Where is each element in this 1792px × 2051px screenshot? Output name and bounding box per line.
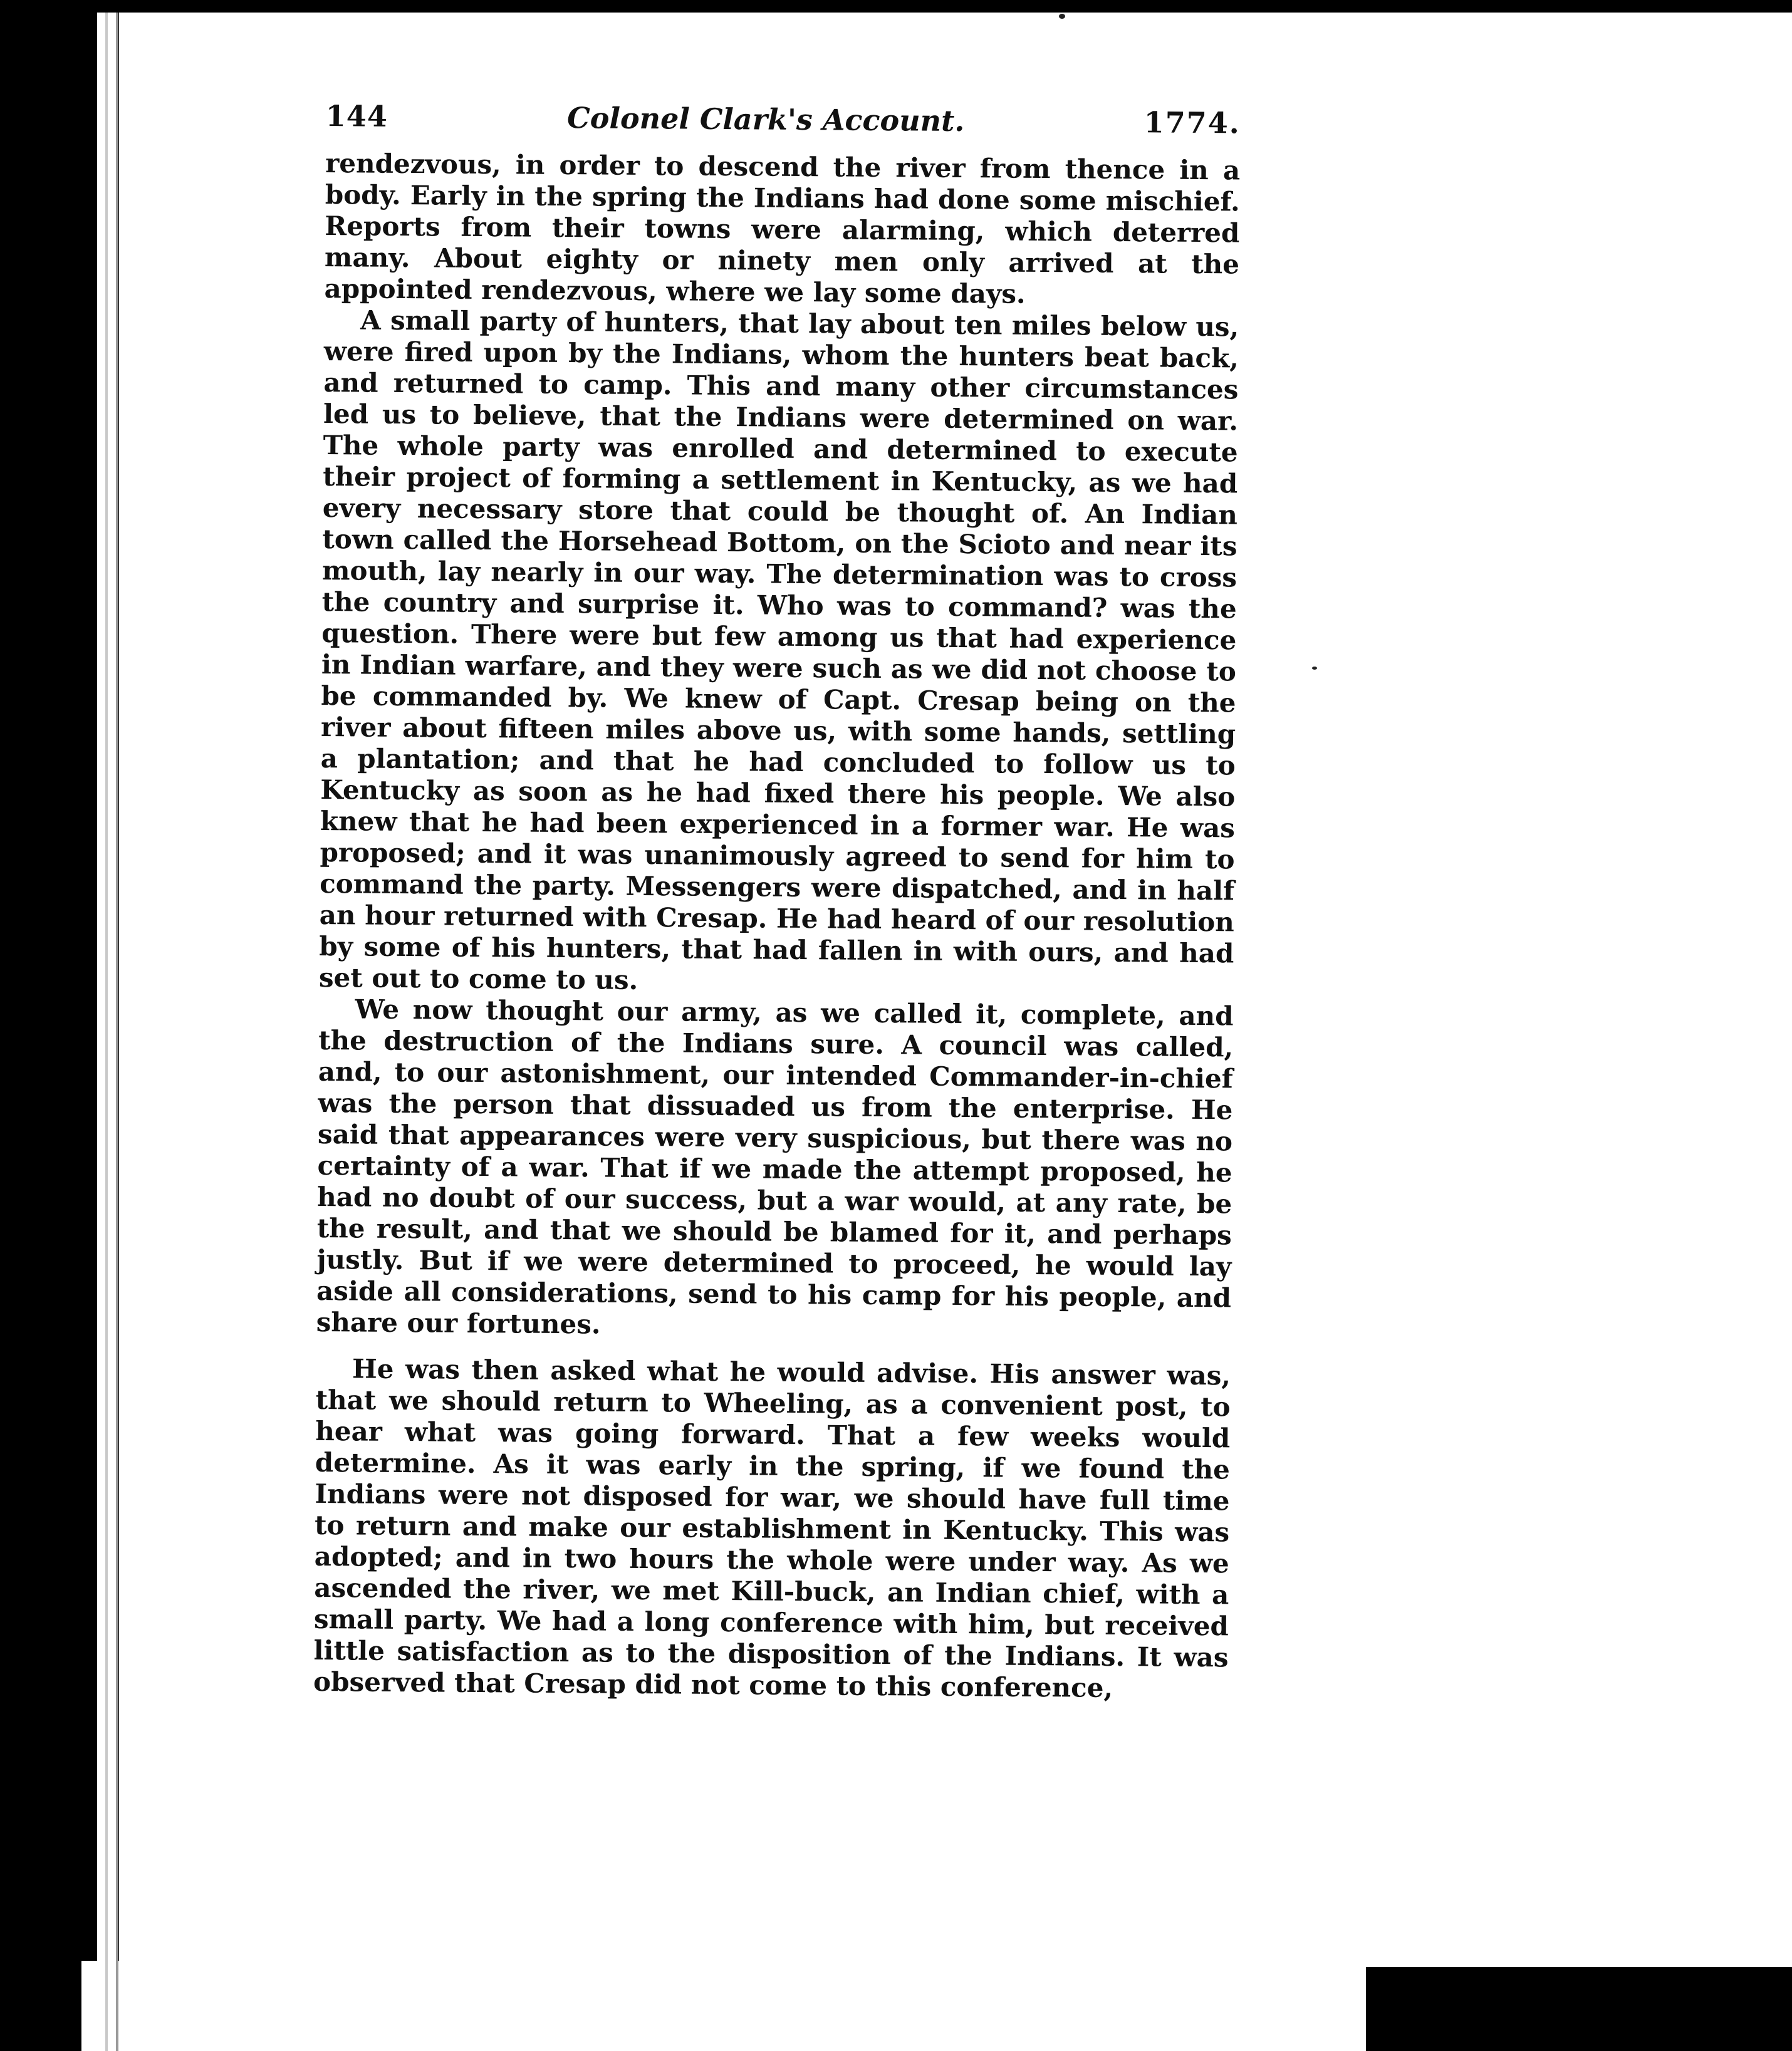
page-number: 144 bbox=[325, 99, 388, 133]
running-title: Colonel Clark's Account. bbox=[566, 101, 965, 138]
page-edge-line bbox=[105, 13, 108, 2051]
book-page-text bbox=[313, 100, 1241, 1705]
scan-speck bbox=[1312, 667, 1317, 670]
page-edge bbox=[97, 13, 118, 2051]
running-header bbox=[325, 100, 1241, 151]
page-paper-bottom bbox=[81, 1961, 1366, 2051]
paragraph-4: He was then asked what he would advise. His answer was, that we should return to Wheeling, as a convenient post, to hear what was going forward. That a few weeks would determine. As it was early in the spring, if we found the Indians were not disposed for war, we should have full time to return and make our establishment in Kentucky. This was adopted; and in two hours the whole were under way. As we ascended the river, we met Kill-buck, an Indian chief, with a small party. We had a long conference with him, but received little satisfaction as to the disposition of the Indians. It was observed that Cresap did not come to this conference, bbox=[313, 1353, 1231, 1703]
scan-speck bbox=[1059, 14, 1065, 19]
paragraph-1: rendezvous, in order to descend the river from thence in a body. Early in the spring the Indians had done some mischief. Reports from their towns were alarming, which deterred many. About eighty or ninety men only arrived at the appointed rendezvous, where we lay some days. bbox=[324, 147, 1241, 309]
paragraph-3: We now thought our army, as we called it, complete, and the destruction of the Indians sure. A council was called, and, to our astonishment, our intended Commander-in-chief was the person that dissuaded us from the enterprise. He said that appearances were very suspicious, but there was no certainty of a war. That if we made the attempt proposed, he had no doubt of our success, but a war would, at any rate, be the result, and that we should be blamed for it, and perhaps justly. But if we were determined to proceed, he would lay aside all considerations, send to his camp for his people, and share our fortunes. bbox=[316, 994, 1234, 1340]
year-marker: 1774. bbox=[1143, 105, 1241, 140]
paragraph-2: A small party of hunters, that lay about ten miles below us, were fired upon by the Indians, whom the hunters beat back, and returned to camp. This and many other circumstances led us to believe, that the Indians were determined on war. The whole party was enrolled and determined to execute their project of forming a settlement in Kentucky, as we had every necessary store that could be thought of. An Indian town called the Horsehead Bottom, on the Scioto and near its mouth, lay nearly in our way. The determination was to cross the country and surprise it. Who was to command? was the question. There were but few among us that had experience in Indian warfare, and they were such as we did not choose to be commanded by. We knew of Capt. Cresap being on the river about fifteen miles above us, with some hands, settling a plantation; and that he had concluded to follow us to Kentucky as soon as he had fixed there his people. We also knew that he had been experienced in a former war. He was proposed; and it was unanimously agreed to send for him to command the party. Messengers were dispatched, and in half an hour returned with Cresap. He had heard of our resolution by some of his hunters, that had fallen in with ours, and had set out to come to us. bbox=[318, 304, 1239, 995]
